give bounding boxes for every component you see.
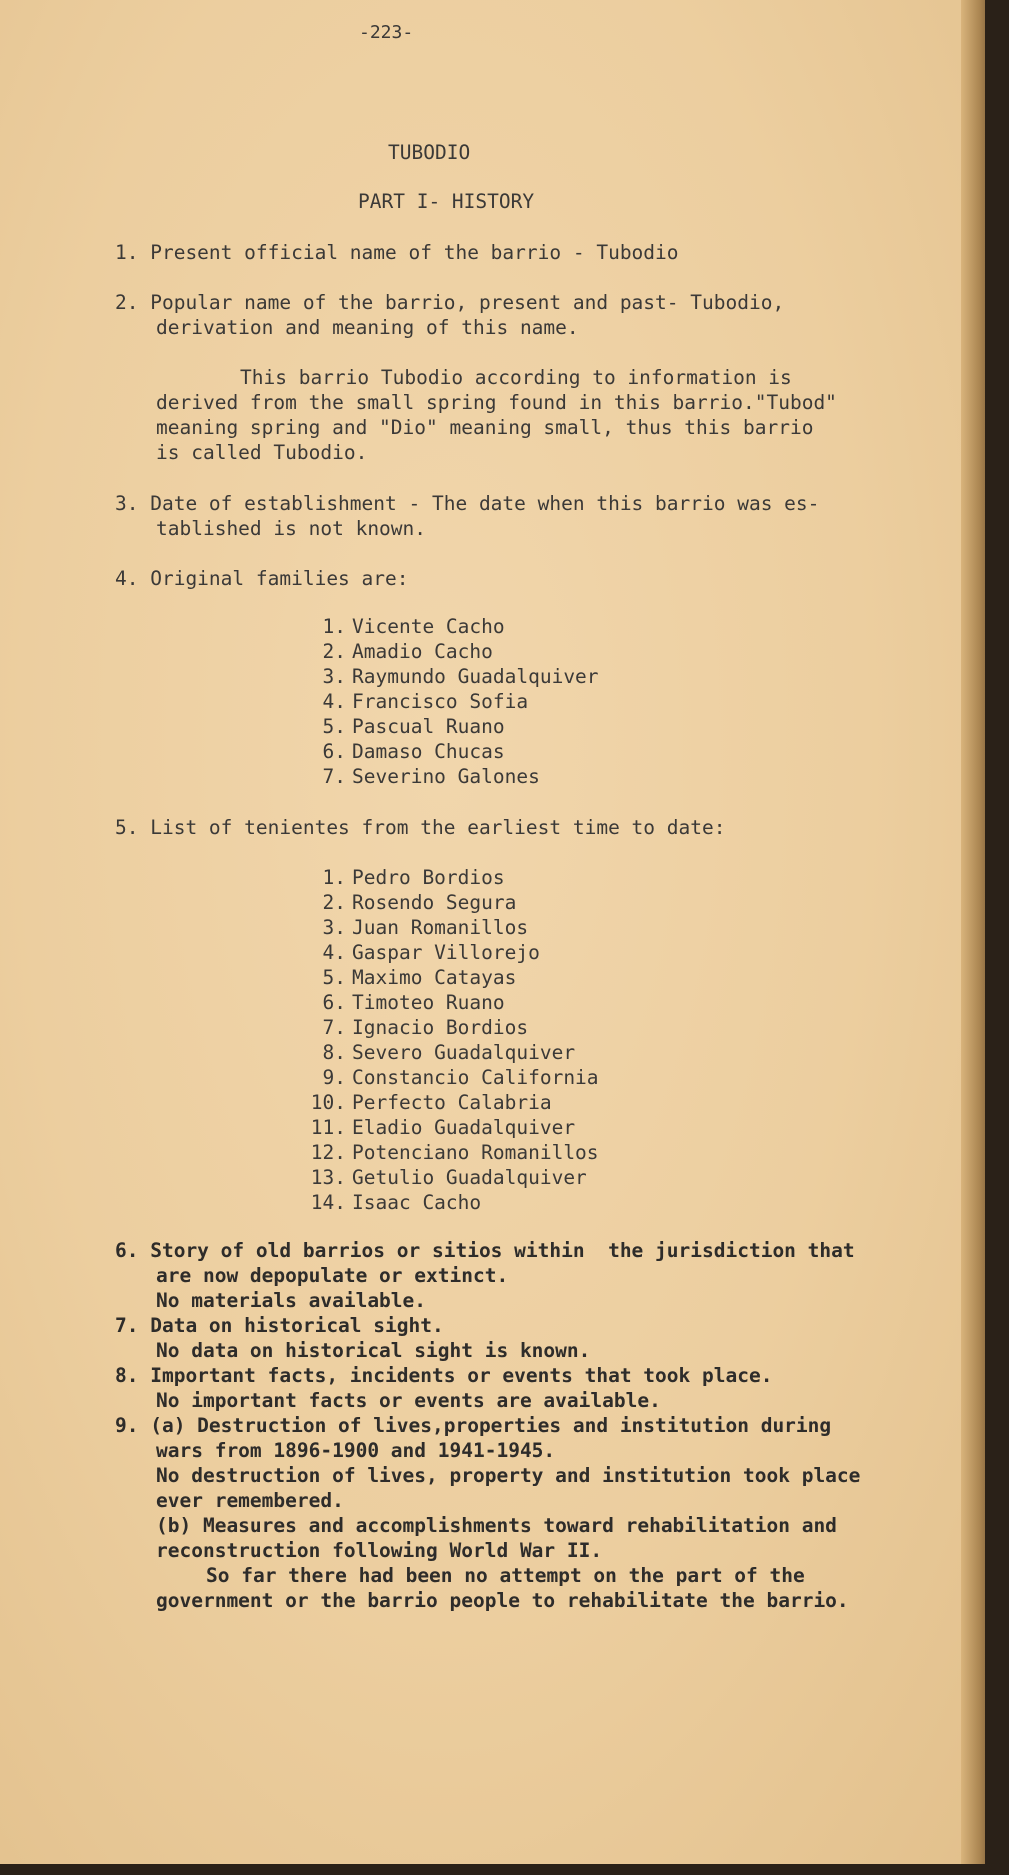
list-item-number: 3. (322, 665, 346, 688)
list-item-number: 13. (310, 1166, 346, 1189)
list-item-name: Pedro Bordios (352, 866, 505, 889)
list-item-number: 7. (322, 1016, 346, 1039)
list-item-name: Perfecto Calabria (352, 1091, 552, 1114)
item-7-line-1: 7. Data on historical sight. (115, 1314, 444, 1337)
list-item-name: Potenciano Romanillos (352, 1141, 599, 1164)
list-item-number: 4. (322, 690, 346, 713)
list-item-name: Vicente Cacho (352, 615, 505, 638)
list-item-number: 7. (322, 765, 346, 788)
page-number: -223- (359, 22, 414, 43)
paragraph-line-3: meaning spring and "Dio" meaning small, thus this barrio (156, 416, 814, 439)
list-item-number: 6. (322, 991, 346, 1014)
item-6-line-3: No materials available. (156, 1289, 427, 1312)
list-item-number: 9. (322, 1066, 346, 1089)
item-9-line-1: 9. (a) Destruction of lives,properties and institution during (115, 1414, 832, 1437)
item-9-line-3: No destruction of lives, property and institution took place (156, 1464, 861, 1487)
list-item-number: 3. (322, 916, 346, 939)
item-2-line-1: 2. Popular name of the barrio, present and past- Tubodio, (115, 291, 785, 314)
item-7-line-2: No data on historical sight is known. (156, 1339, 591, 1362)
list-item-name: Getulio Guadalquiver (352, 1166, 587, 1189)
list-item-name: Gaspar Villorejo (352, 941, 540, 964)
item-3-line-1: 3. Date of establishment - The date when this barrio was es- (115, 492, 820, 515)
document-title: TUBODIO (388, 141, 471, 164)
item-5: 5. List of tenientes from the earliest time to date: (115, 816, 726, 839)
list-item-name: Maximo Catayas (352, 966, 517, 989)
list-item-name: Francisco Sofia (352, 690, 529, 713)
list-item-name: Timoteo Ruano (352, 991, 505, 1014)
page-bottom-edge (0, 1864, 985, 1870)
item-9-line-2: wars from 1896-1900 and 1941-1945. (156, 1439, 556, 1462)
paragraph-line-4: is called Tubodio. (156, 441, 368, 464)
list-item-number: 2. (322, 891, 346, 914)
list-item-number: 11. (310, 1116, 346, 1139)
list-item-name: Severino Galones (352, 765, 540, 788)
item-2-line-2: derivation and meaning of this name. (156, 316, 579, 339)
list-item-name: Pascual Ruano (352, 715, 505, 738)
list-item-number: 10. (310, 1091, 346, 1114)
item-6-line-1: 6. Story of old barrios or sitios within the jurisdiction that (115, 1239, 855, 1262)
item-4: 4. Original families are: (115, 567, 409, 590)
item-3-line-2: tablished is not known. (156, 517, 427, 540)
item-9-line-4: ever remembered. (156, 1489, 344, 1512)
list-item-number: 8. (322, 1041, 346, 1064)
list-item-name: Constancio California (352, 1066, 599, 1089)
item-9-line-7: So far there had been no attempt on the part of the (206, 1564, 805, 1587)
item-8-line-1: 8. Important facts, incidents or events that took place. (115, 1364, 773, 1387)
item-9-line-5: (b) Measures and accomplishments toward rehabilitation and (156, 1514, 837, 1537)
list-item-name: Juan Romanillos (352, 916, 529, 939)
list-item-number: 6. (322, 740, 346, 763)
list-item-name: Damaso Chucas (352, 740, 505, 763)
list-item-number: 14. (310, 1191, 346, 1214)
list-item-name: Amadio Cacho (352, 640, 493, 663)
list-item-name: Severo Guadalquiver (352, 1041, 576, 1064)
part-heading: PART I- HISTORY (358, 190, 535, 213)
list-item-name: Ignacio Bordios (352, 1016, 529, 1039)
list-item-number: 1. (322, 866, 346, 889)
list-item-number: 2. (322, 640, 346, 663)
item-8-line-2: No important facts or events are available. (156, 1389, 661, 1412)
list-item-name: Isaac Cacho (352, 1191, 482, 1214)
paragraph-line-1: This barrio Tubodio according to information is (240, 366, 792, 389)
list-item-name: Raymundo Guadalquiver (352, 665, 599, 688)
list-item-number: 4. (322, 941, 346, 964)
page-edge (961, 0, 985, 1870)
list-item-number: 1. (322, 615, 346, 638)
item-9-line-6: reconstruction following World War II. (156, 1539, 603, 1562)
list-item-name: Eladio Guadalquiver (352, 1116, 576, 1139)
list-item-number: 5. (322, 715, 346, 738)
list-item-name: Rosendo Segura (352, 891, 517, 914)
item-6-line-2: are now depopulate or extinct. (156, 1264, 509, 1287)
paragraph-line-2: derived from the small spring found in this barrio."Tubod" (156, 391, 837, 414)
list-item-number: 12. (310, 1141, 346, 1164)
item-1: 1. Present official name of the barrio - Tubodio (115, 241, 679, 264)
list-item-number: 5. (322, 966, 346, 989)
item-9-line-8: government or the barrio people to rehabilitate the barrio. (156, 1589, 849, 1612)
